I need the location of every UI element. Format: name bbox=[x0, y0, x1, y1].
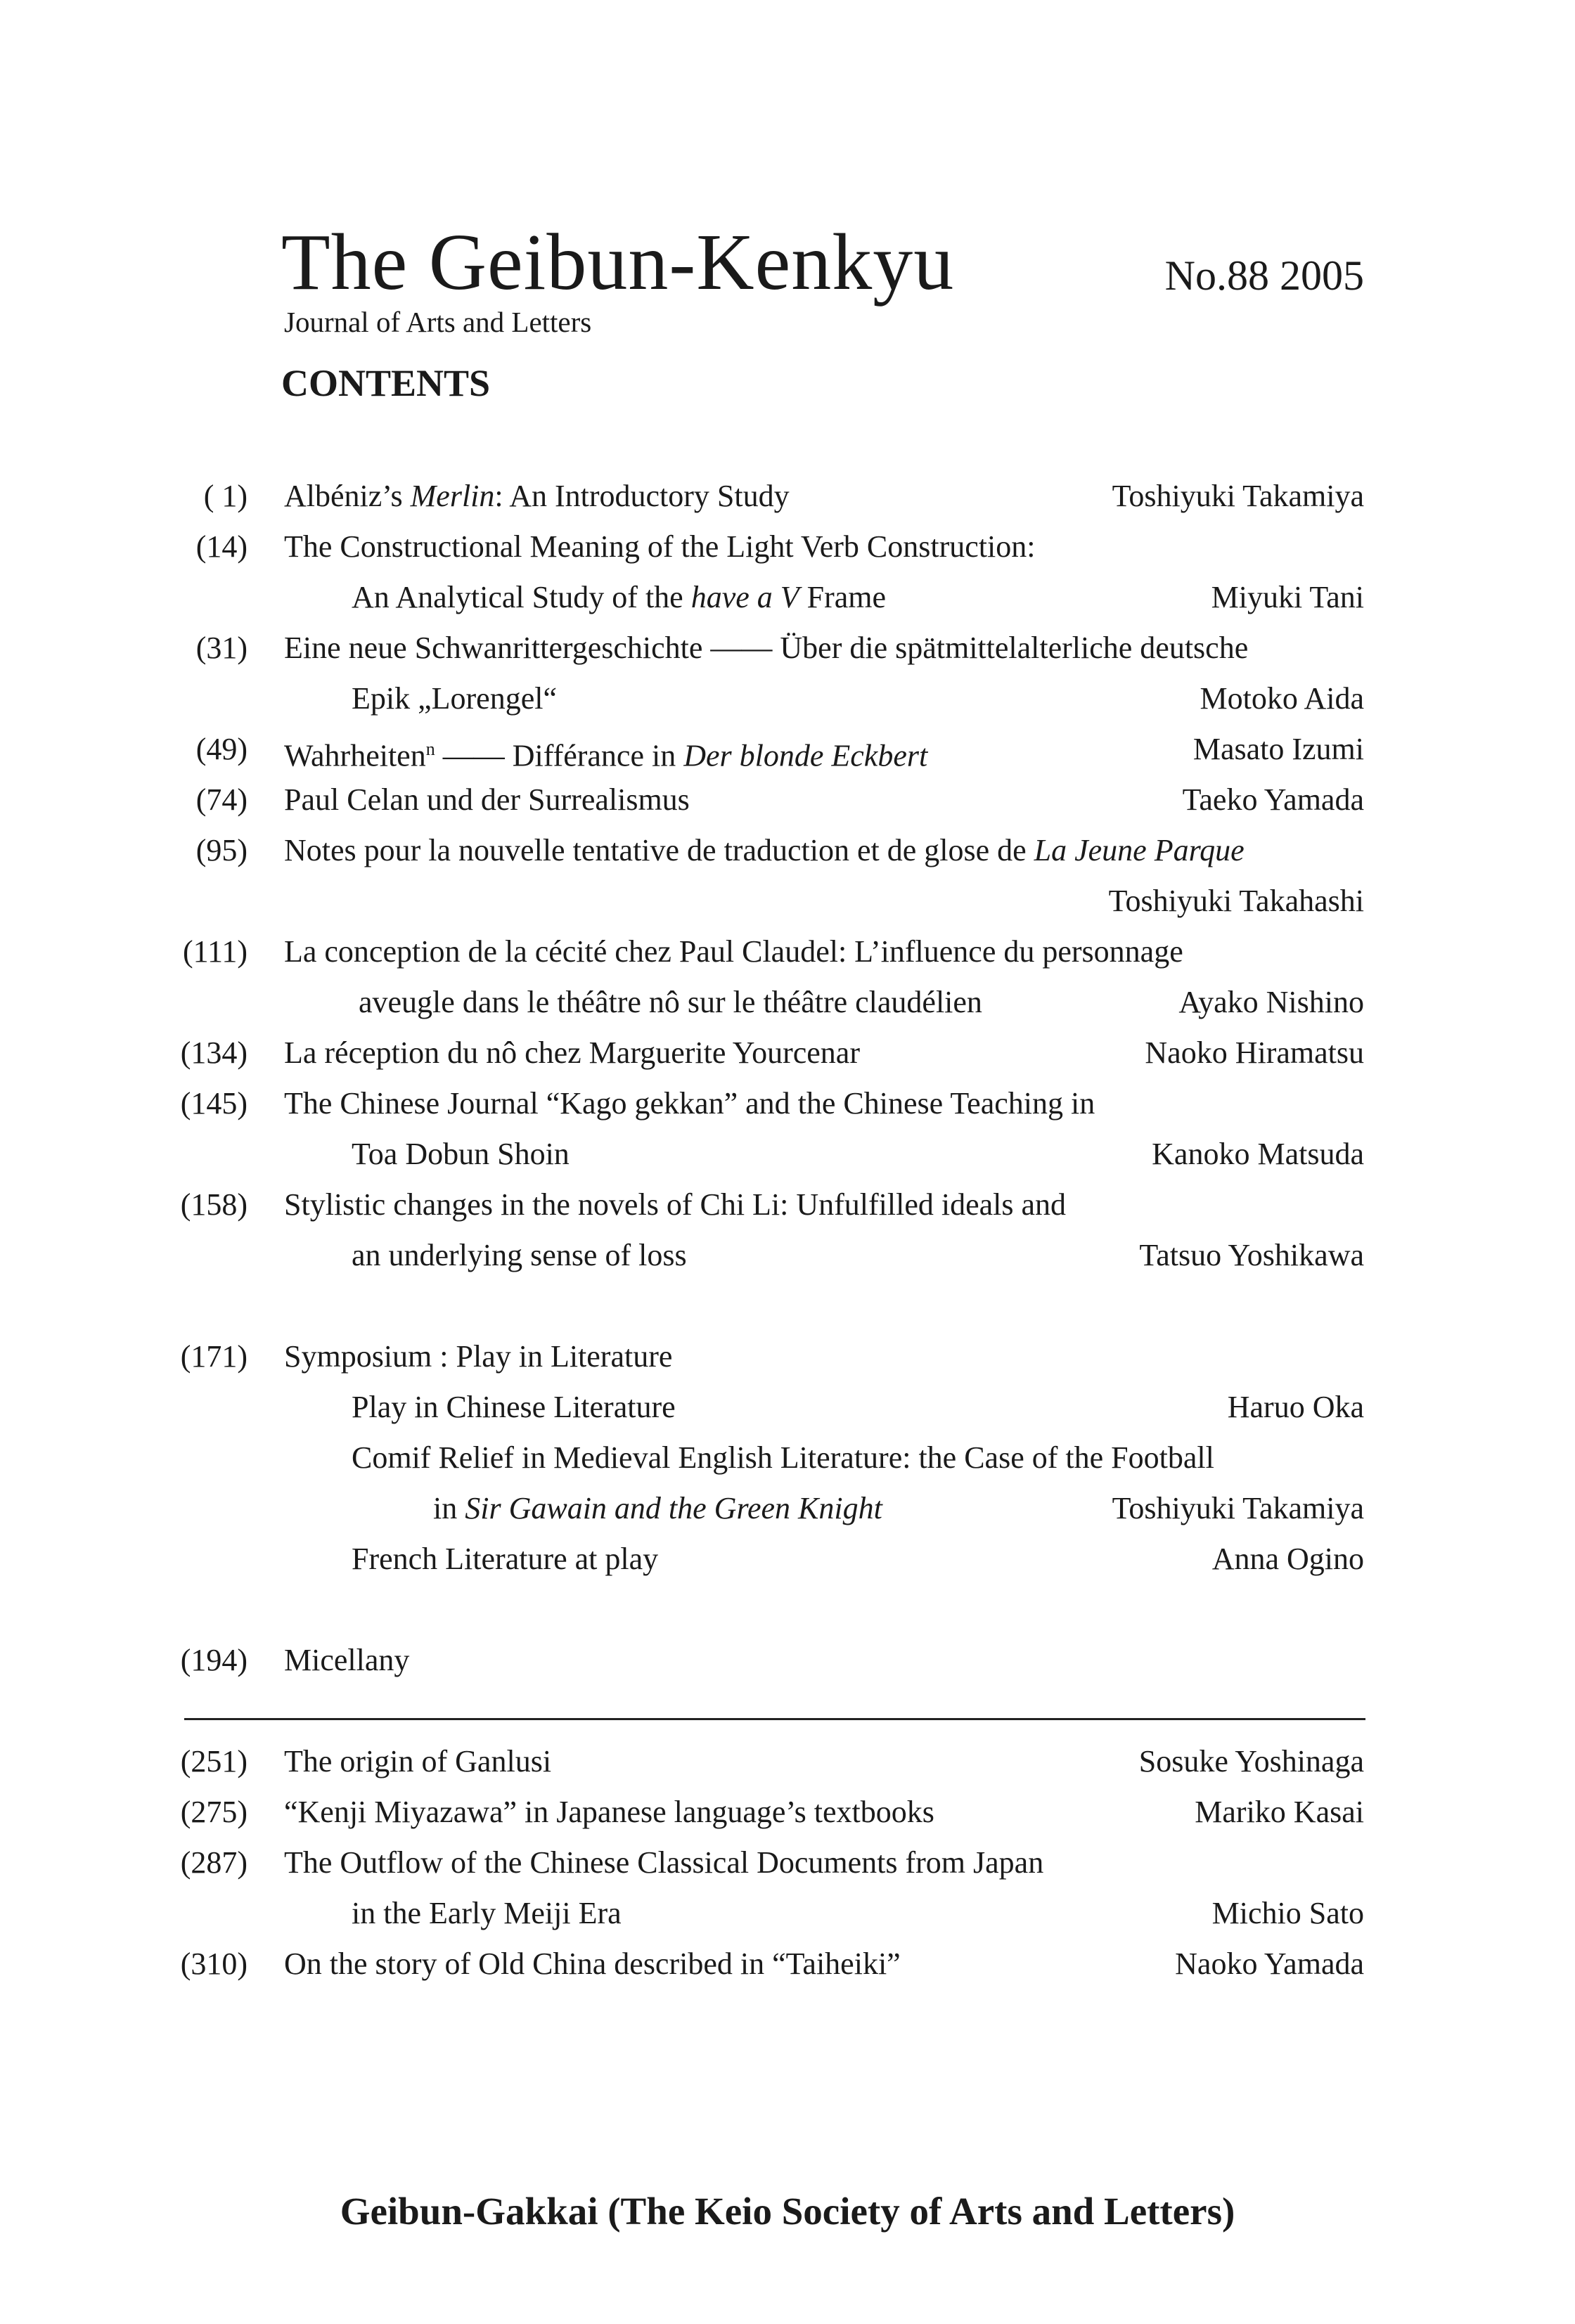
entry-author: Mariko Kasai bbox=[1195, 1795, 1364, 1829]
page-number: (171) bbox=[180, 1339, 248, 1374]
page-number: (31) bbox=[195, 631, 248, 665]
toc-entry bbox=[0, 1635, 1575, 1686]
toc-entry-continuation bbox=[0, 977, 1575, 1028]
entry-title: Paul Celan und der Surrealismus bbox=[284, 782, 690, 817]
symposium-item-title: Play in Chinese Literature bbox=[352, 1390, 676, 1424]
page-number: (158) bbox=[180, 1187, 248, 1222]
entry-title: “Kenji Miyazawa” in Japanese language’s textbooks bbox=[284, 1795, 934, 1829]
toc-entry bbox=[0, 927, 1575, 977]
toc-entry-continuation bbox=[0, 572, 1575, 623]
toc-entry-continuation bbox=[0, 876, 1575, 927]
symposium-item-title: French Literature at play bbox=[352, 1542, 659, 1576]
symposium-item-continuation bbox=[0, 1483, 1575, 1534]
entry-author: Michio Sato bbox=[1211, 1896, 1364, 1930]
entry-title-continuation: an underlying sense of loss bbox=[352, 1238, 687, 1272]
entry-author: Toshiyuki Takahashi bbox=[1108, 884, 1364, 918]
toc-entry-continuation bbox=[0, 673, 1575, 724]
entry-author: Taeko Yamada bbox=[1182, 782, 1364, 817]
entry-title: The origin of Ganlusi bbox=[284, 1744, 552, 1778]
entry-author: Sosuke Yoshinaga bbox=[1138, 1744, 1364, 1778]
page-number: ( 1) bbox=[203, 479, 248, 513]
symposium-item bbox=[0, 1534, 1575, 1584]
toc-entry bbox=[0, 1078, 1575, 1129]
entry-title: Eine neue Schwanrittergeschichte —— Über die spätmittelalterliche deutsche bbox=[284, 631, 1249, 665]
entry-author: Miyuki Tani bbox=[1211, 580, 1364, 614]
entry-author: Masato Izumi bbox=[1192, 732, 1364, 766]
toc-entry-continuation bbox=[0, 1129, 1575, 1180]
toc-entry bbox=[0, 1787, 1575, 1838]
entry-title: On the story of Old China described in “Taiheiki” bbox=[284, 1947, 901, 1981]
page-number: (111) bbox=[182, 934, 248, 969]
contents-heading: CONTENTS bbox=[281, 362, 491, 404]
page-number: (95) bbox=[195, 833, 248, 867]
entry-author: Haruo Oka bbox=[1227, 1390, 1364, 1424]
entry-title: The Chinese Journal “Kago gekkan” and the Chinese Teaching in bbox=[284, 1086, 1095, 1121]
page-number: (145) bbox=[180, 1086, 248, 1121]
toc-entry bbox=[0, 522, 1575, 572]
entry-title: Micellany bbox=[284, 1643, 410, 1677]
toc-entry-continuation bbox=[0, 1888, 1575, 1939]
toc-entry bbox=[0, 1331, 1575, 1382]
entry-title: The Outflow of the Chinese Classical Documents from Japan bbox=[284, 1845, 1044, 1880]
entry-title-continuation: in the Early Meiji Era bbox=[352, 1896, 622, 1930]
toc-entry bbox=[0, 724, 1575, 775]
entry-title-continuation: Toa Dobun Shoin bbox=[352, 1137, 570, 1171]
page-number: (194) bbox=[180, 1643, 248, 1677]
page-number: (287) bbox=[180, 1845, 248, 1880]
toc-entry bbox=[0, 471, 1575, 522]
page-number: (251) bbox=[180, 1744, 248, 1778]
page-number: (310) bbox=[180, 1947, 248, 1981]
toc-entry bbox=[0, 1939, 1575, 1989]
entry-author: Motoko Aida bbox=[1200, 681, 1364, 716]
page-number: (74) bbox=[195, 782, 248, 817]
symposium-item bbox=[0, 1382, 1575, 1433]
entry-title: Notes pour la nouvelle tentative de traduction et de glose de La Jeune Parque bbox=[284, 833, 1245, 867]
page-number: (14) bbox=[195, 529, 248, 564]
page-number: (134) bbox=[180, 1035, 248, 1070]
entry-author: Naoko Yamada bbox=[1175, 1947, 1364, 1981]
symposium-item bbox=[0, 1433, 1575, 1483]
entry-author: Ayako Nishino bbox=[1178, 985, 1364, 1019]
toc-entry bbox=[0, 1028, 1575, 1078]
toc-entry bbox=[0, 1736, 1575, 1787]
toc-entry-continuation bbox=[0, 1230, 1575, 1281]
publisher-line: Geibun-Gakkai (The Keio Society of Arts and Letters) bbox=[340, 2190, 1235, 2233]
toc-entry bbox=[0, 623, 1575, 673]
toc-entry bbox=[0, 775, 1575, 825]
entry-title-continuation: Epik „Lorengel“ bbox=[352, 681, 557, 716]
entry-title: La conception de la cécité chez Paul Claudel: L’influence du personnage bbox=[284, 934, 1183, 969]
entry-author: Kanoko Matsuda bbox=[1152, 1137, 1364, 1171]
page-number: (49) bbox=[195, 732, 248, 766]
entry-title: Symposium : Play in Literature bbox=[284, 1339, 673, 1374]
entry-author: Anna Ogino bbox=[1211, 1542, 1364, 1576]
entry-title: The Constructional Meaning of the Light Verb Construction: bbox=[284, 529, 1036, 564]
page-number: (275) bbox=[180, 1795, 248, 1829]
symposium-item-title: Comif Relief in Medieval English Literature: the Case of the Football bbox=[352, 1440, 1214, 1475]
entry-title: Stylistic changes in the novels of Chi Li: Unfulfilled ideals and bbox=[284, 1187, 1067, 1222]
entry-title: La réception du nô chez Marguerite Yourcenar bbox=[284, 1035, 860, 1070]
entry-author: Naoko Hiramatsu bbox=[1145, 1035, 1364, 1070]
journal-title: The Geibun-Kenkyu bbox=[281, 217, 955, 306]
symposium-item-title-continuation: in Sir Gawain and the Green Knight bbox=[433, 1491, 882, 1525]
toc-entry bbox=[0, 1180, 1575, 1230]
entry-title: Albéniz’s Merlin: An Introductory Study bbox=[284, 479, 790, 513]
toc-entry bbox=[0, 825, 1575, 876]
toc-entry bbox=[0, 1838, 1575, 1888]
entry-title-continuation: aveugle dans le théâtre nô sur le théâtre claudélien bbox=[359, 985, 982, 1019]
section-divider bbox=[184, 1718, 1365, 1720]
journal-subtitle: Journal of Arts and Letters bbox=[284, 306, 592, 338]
issue-number: No.88 2005 bbox=[1164, 252, 1364, 299]
entry-author: Tatsuo Yoshikawa bbox=[1139, 1238, 1364, 1272]
entry-title: Wahrheiten$^n$ —— Différance in Der blonde Eckbert bbox=[284, 738, 928, 773]
entry-author: Toshiyuki Takamiya bbox=[1112, 1491, 1364, 1525]
entry-author: Toshiyuki Takamiya bbox=[1112, 479, 1364, 513]
entry-title-continuation: An Analytical Study of the have a V Frame bbox=[352, 580, 887, 614]
